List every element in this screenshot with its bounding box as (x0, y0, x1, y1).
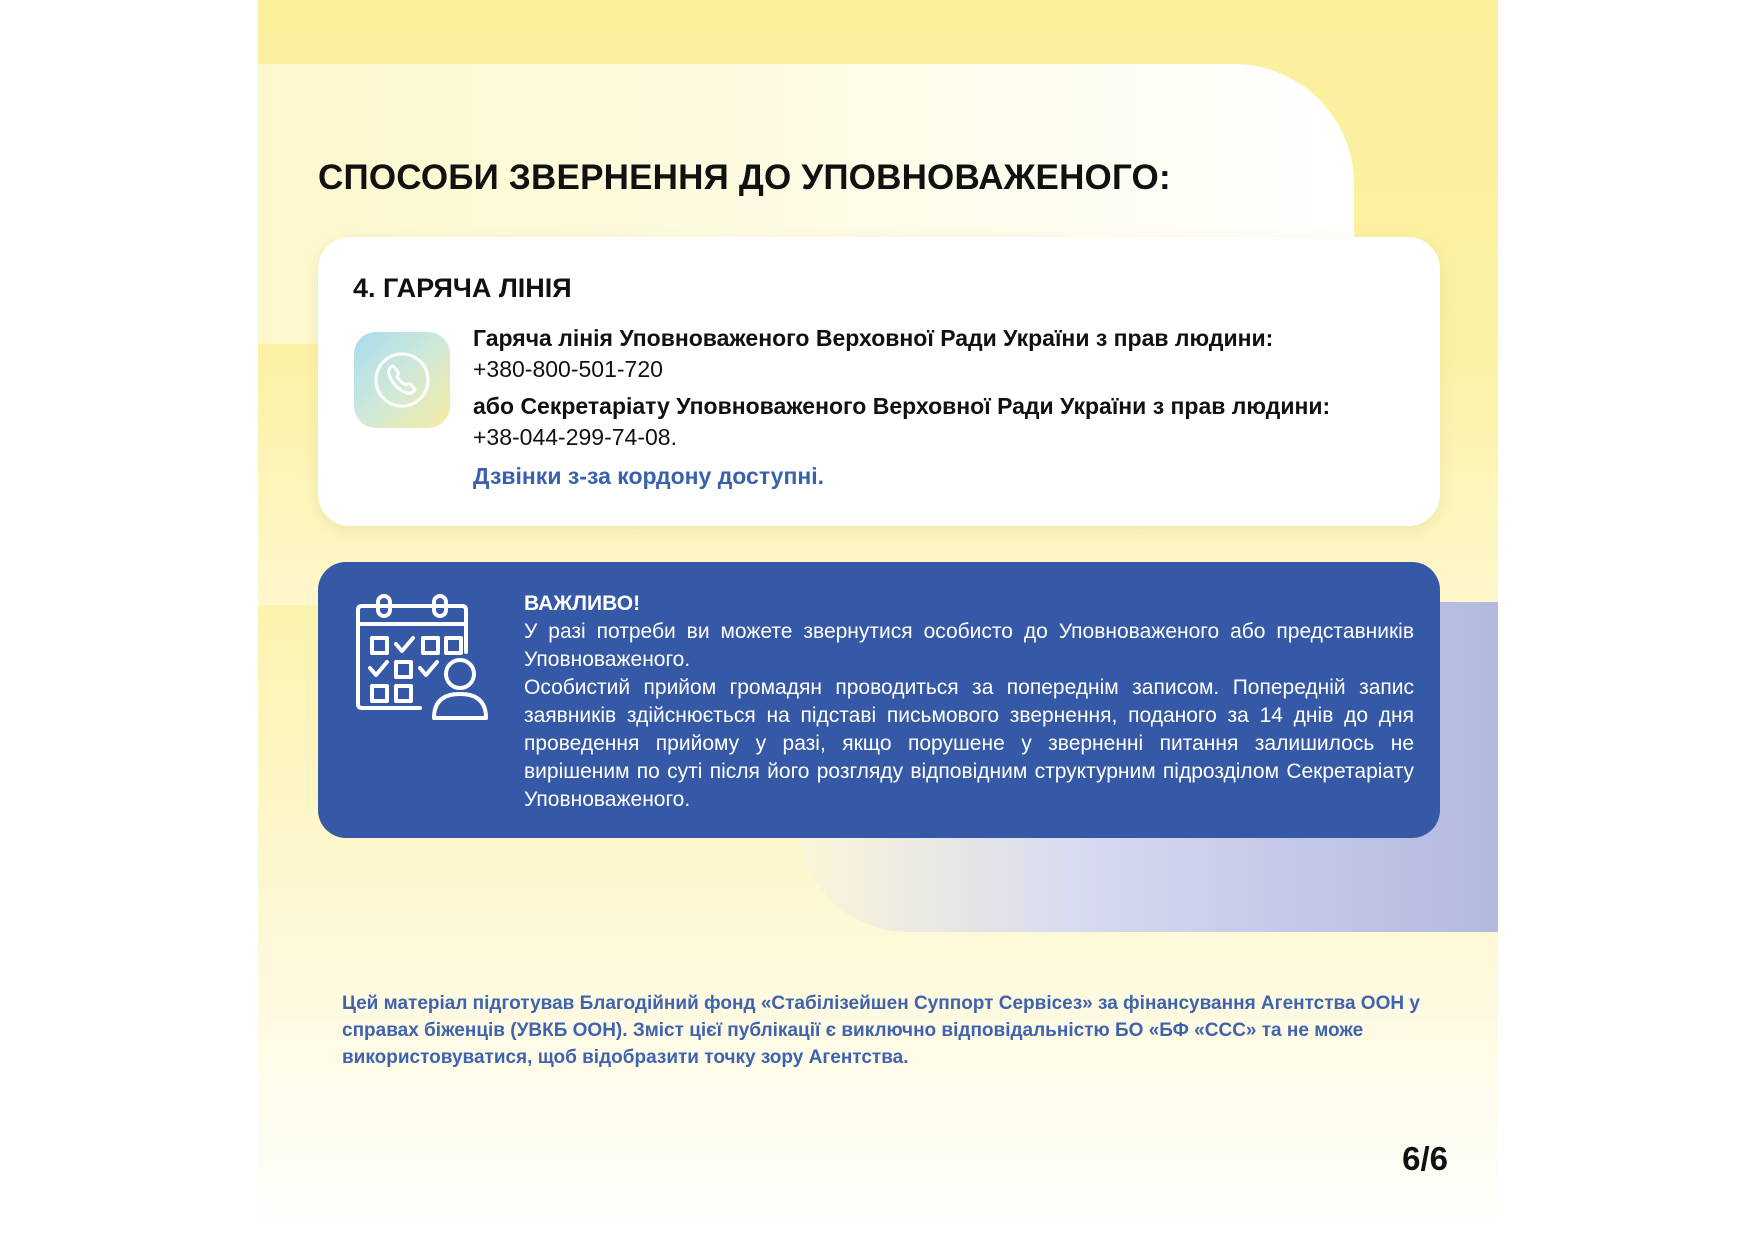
hotline-label: Гаряча лінія Уповноваженого Верховної Ради України з прав людини: (473, 325, 1274, 351)
notice-paragraph-1: У разі потреби ви можете звернутися особисто до Уповноваженого або представників Уповноваженого. (524, 620, 1414, 671)
abroad-calls-note: Дзвінки з-за кордону доступні. (473, 463, 825, 489)
secretariat-number: +38-044-299-74-08. (473, 424, 677, 450)
notice-paragraph-2: Особистий прийом громадян проводиться за попереднім записом. Попередній запис заявників здійснюється на підставі письмового звернення, поданого за 14 днів до дня проведення прийому у разі, якщо порушене у зверненні питання залишилось не вирішеним по суті після його розгляду відповідним структурним підрозділом Секретаріату Уповноваженого. (524, 676, 1414, 811)
page-indicator: 6/6 (1402, 1140, 1448, 1177)
hotline-card (318, 237, 1440, 526)
important-notice (318, 562, 1440, 838)
card-title: 4. ГАРЯЧА ЛІНІЯ (353, 273, 572, 303)
funding-disclaimer: Цей матеріал підготував Благодійний фонд «Стабілізейшен Суппорт Сервісез» за фінансування Агентства ООН у справах біженців (УВКБ ООН). Зміст цієї публікації є виключно відповідальністю БО «БФ «ССС» та не може використовуватися, щоб відобразити точку зору Агентства. (342, 993, 1420, 1068)
hotline-number: +380-800-501-720 (473, 356, 663, 382)
page-title: СПОСОБИ ЗВЕРНЕННЯ ДО УПОВНОВАЖЕНОГО: (318, 158, 1171, 197)
info-slide (258, 0, 1498, 1240)
notice-text (524, 590, 1414, 814)
phone-icon (354, 332, 450, 428)
calendar-appointment-icon (356, 594, 488, 724)
secretariat-label: або Секретаріату Уповноваженого Верховної Ради України з прав людини: (473, 393, 1331, 419)
hotline-details (473, 323, 1423, 492)
notice-title: ВАЖЛИВО! (524, 592, 641, 615)
